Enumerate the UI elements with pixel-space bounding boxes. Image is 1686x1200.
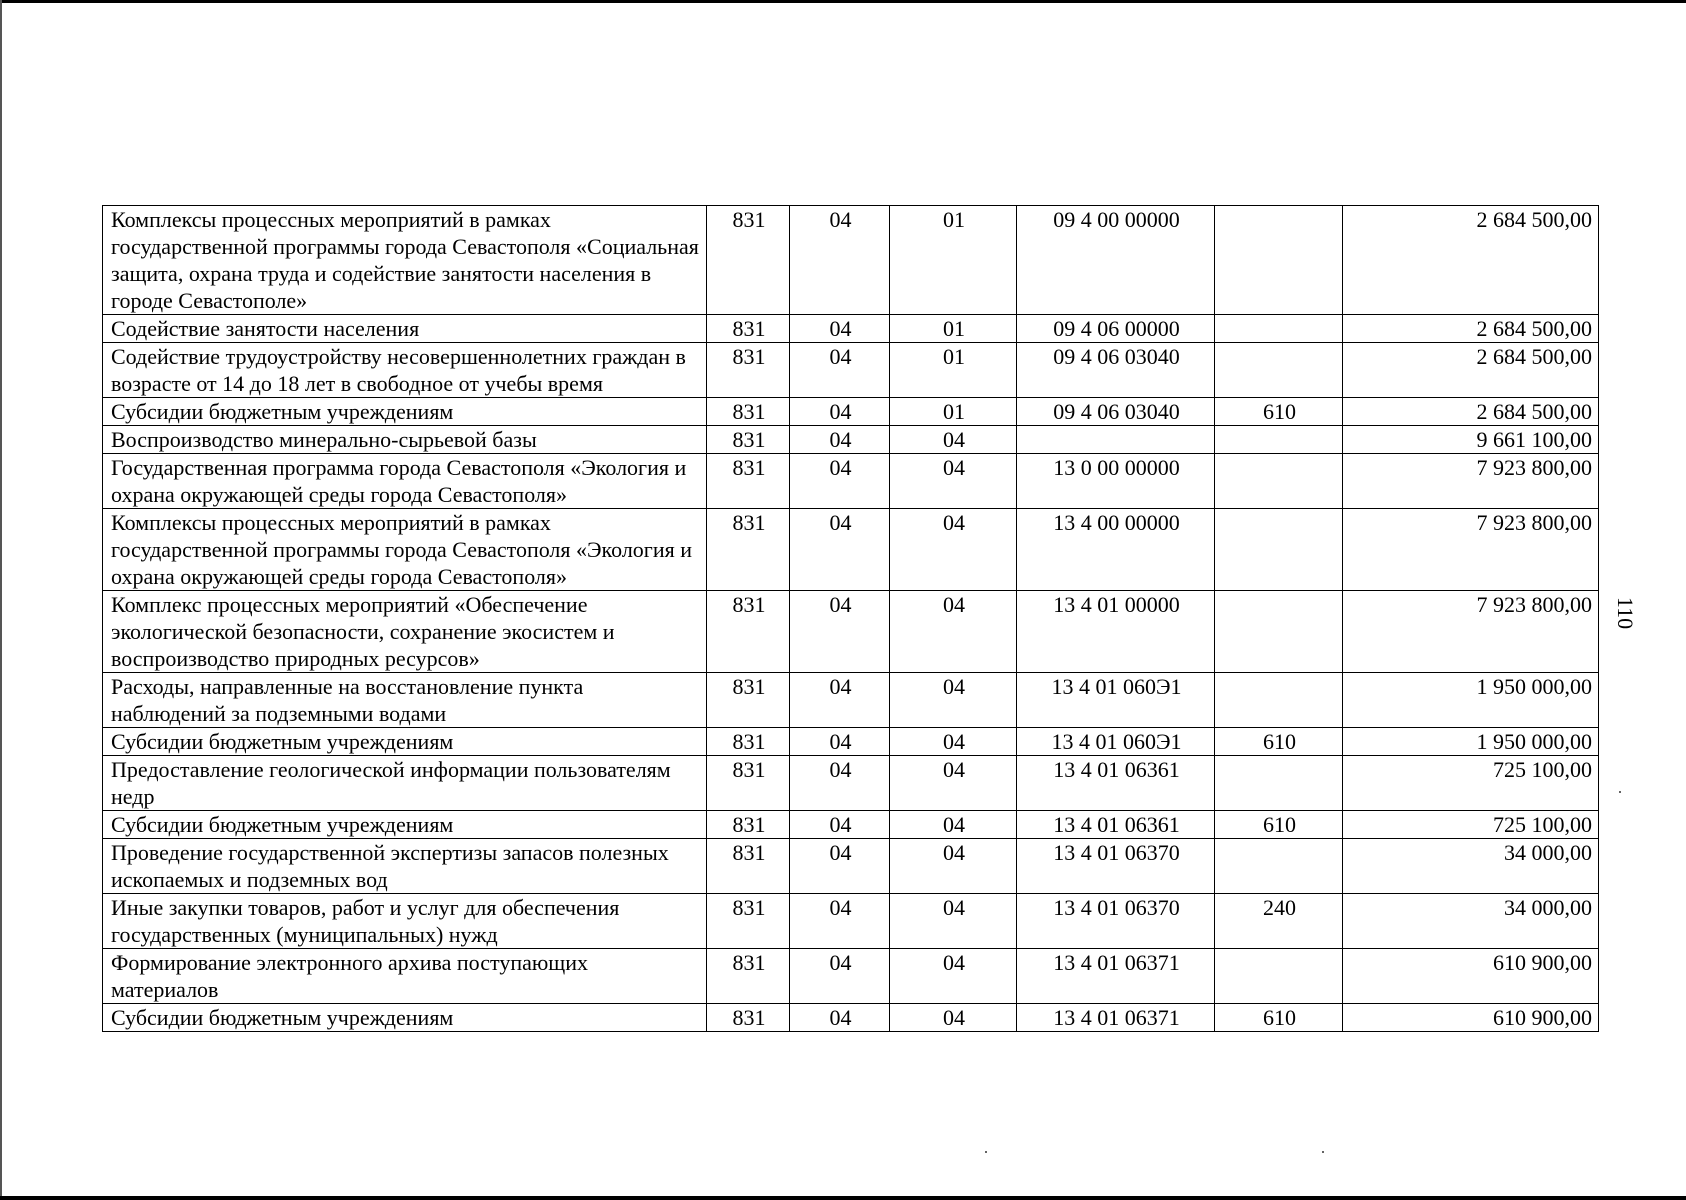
row-name: Формирование электронного архива поступающих материалов <box>103 949 707 1004</box>
expense-type <box>1215 426 1343 454</box>
ministry-code: 831 <box>707 591 790 673</box>
table-row <box>103 426 1599 454</box>
row-name: Субсидии бюджетным учреждениям <box>103 728 707 756</box>
amount: 2 684 500,00 <box>1343 315 1599 343</box>
subsection-code: 04 <box>890 426 1017 454</box>
subsection-code: 04 <box>890 1004 1017 1032</box>
table-row <box>103 756 1599 811</box>
row-name: Воспроизводство минерально-сырьевой базы <box>103 426 707 454</box>
ministry-code: 831 <box>707 315 790 343</box>
target-article: 09 4 06 00000 <box>1017 315 1215 343</box>
row-name: Государственная программа города Севастополя «Экология и охрана окружающей среды города Севастополя» <box>103 454 707 509</box>
amount: 1 950 000,00 <box>1343 673 1599 728</box>
subsection-code: 01 <box>890 315 1017 343</box>
amount: 1 950 000,00 <box>1343 728 1599 756</box>
row-name: Субсидии бюджетным учреждениям <box>103 1004 707 1032</box>
amount: 7 923 800,00 <box>1343 454 1599 509</box>
row-name: Расходы, направленные на восстановление пункта наблюдений за подземными водами <box>103 673 707 728</box>
table-row <box>103 811 1599 839</box>
subsection-code: 04 <box>890 673 1017 728</box>
subsection-code: 04 <box>890 591 1017 673</box>
amount: 9 661 100,00 <box>1343 426 1599 454</box>
ministry-code: 831 <box>707 1004 790 1032</box>
expense-type: 610 <box>1215 398 1343 426</box>
subsection-code: 04 <box>890 756 1017 811</box>
expense-type: 610 <box>1215 811 1343 839</box>
table-row <box>103 839 1599 894</box>
expense-type <box>1215 315 1343 343</box>
scan-speck <box>1322 1151 1324 1153</box>
amount: 34 000,00 <box>1343 839 1599 894</box>
ministry-code: 831 <box>707 509 790 591</box>
row-name: Субсидии бюджетным учреждениям <box>103 811 707 839</box>
table-row <box>103 509 1599 591</box>
ministry-code: 831 <box>707 728 790 756</box>
section-code: 04 <box>790 839 890 894</box>
ministry-code: 831 <box>707 894 790 949</box>
target-article: 13 4 00 00000 <box>1017 509 1215 591</box>
target-article: 13 4 01 06370 <box>1017 839 1215 894</box>
ministry-code: 831 <box>707 673 790 728</box>
section-code: 04 <box>790 1004 890 1032</box>
target-article: 09 4 00 00000 <box>1017 206 1215 315</box>
amount: 725 100,00 <box>1343 811 1599 839</box>
amount: 610 900,00 <box>1343 1004 1599 1032</box>
target-article <box>1017 426 1215 454</box>
section-code: 04 <box>790 894 890 949</box>
expense-type: 610 <box>1215 1004 1343 1032</box>
section-code: 04 <box>790 756 890 811</box>
row-name: Комплексы процессных мероприятий в рамках государственной программы города Севастополя «Экология и охрана окружающей среды города Севастополя» <box>103 509 707 591</box>
expense-type <box>1215 756 1343 811</box>
subsection-code: 04 <box>890 894 1017 949</box>
target-article: 09 4 06 03040 <box>1017 398 1215 426</box>
target-article: 13 4 01 06361 <box>1017 811 1215 839</box>
row-name: Предоставление геологической информации пользователям недр <box>103 756 707 811</box>
section-code: 04 <box>790 398 890 426</box>
target-article: 13 4 01 060Э1 <box>1017 673 1215 728</box>
expense-type <box>1215 591 1343 673</box>
table-row <box>103 343 1599 398</box>
target-article: 13 4 01 06371 <box>1017 949 1215 1004</box>
subsection-code: 04 <box>890 509 1017 591</box>
table-row <box>103 673 1599 728</box>
row-name: Комплексы процессных мероприятий в рамках государственной программы города Севастополя «Социальная защита, охрана труда и содействие занятости населения в городе Севастополе» <box>103 206 707 315</box>
amount: 2 684 500,00 <box>1343 398 1599 426</box>
table-row <box>103 728 1599 756</box>
subsection-code: 04 <box>890 454 1017 509</box>
subsection-code: 04 <box>890 811 1017 839</box>
amount: 725 100,00 <box>1343 756 1599 811</box>
subsection-code: 01 <box>890 206 1017 315</box>
amount: 610 900,00 <box>1343 949 1599 1004</box>
subsection-code: 01 <box>890 398 1017 426</box>
expense-type <box>1215 839 1343 894</box>
ministry-code: 831 <box>707 949 790 1004</box>
expense-type: 240 <box>1215 894 1343 949</box>
table-row <box>103 894 1599 949</box>
target-article: 13 4 01 00000 <box>1017 591 1215 673</box>
row-name: Субсидии бюджетным учреждениям <box>103 398 707 426</box>
subsection-code: 04 <box>890 728 1017 756</box>
section-code: 04 <box>790 315 890 343</box>
section-code: 04 <box>790 811 890 839</box>
row-name: Содействие трудоустройству несовершеннолетних граждан в возрасте от 14 до 18 лет в свободное от учебы время <box>103 343 707 398</box>
subsection-code: 04 <box>890 839 1017 894</box>
section-code: 04 <box>790 591 890 673</box>
target-article: 13 4 01 06371 <box>1017 1004 1215 1032</box>
section-code: 04 <box>790 206 890 315</box>
row-name: Иные закупки товаров, работ и услуг для обеспечения государственных (муниципальных) нужд <box>103 894 707 949</box>
scan-speck <box>985 1151 987 1153</box>
amount: 7 923 800,00 <box>1343 591 1599 673</box>
row-name: Проведение государственной экспертизы запасов полезных ископаемых и подземных вод <box>103 839 707 894</box>
target-article: 13 0 00 00000 <box>1017 454 1215 509</box>
ministry-code: 831 <box>707 811 790 839</box>
expense-type: 610 <box>1215 728 1343 756</box>
expense-type <box>1215 949 1343 1004</box>
scan-border-left <box>0 0 2 1200</box>
amount: 2 684 500,00 <box>1343 343 1599 398</box>
ministry-code: 831 <box>707 426 790 454</box>
expense-type <box>1215 206 1343 315</box>
table-row <box>103 206 1599 315</box>
subsection-code: 04 <box>890 949 1017 1004</box>
ministry-code: 831 <box>707 343 790 398</box>
target-article: 13 4 01 06370 <box>1017 894 1215 949</box>
page-number: 110 <box>1613 596 1638 630</box>
target-article: 09 4 06 03040 <box>1017 343 1215 398</box>
ministry-code: 831 <box>707 398 790 426</box>
table-row <box>103 1004 1599 1032</box>
section-code: 04 <box>790 343 890 398</box>
ministry-code: 831 <box>707 756 790 811</box>
target-article: 13 4 01 06361 <box>1017 756 1215 811</box>
amount: 34 000,00 <box>1343 894 1599 949</box>
target-article: 13 4 01 060Э1 <box>1017 728 1215 756</box>
table-row <box>103 315 1599 343</box>
table-row <box>103 949 1599 1004</box>
table-row <box>103 454 1599 509</box>
expense-type <box>1215 673 1343 728</box>
amount: 2 684 500,00 <box>1343 206 1599 315</box>
section-code: 04 <box>790 949 890 1004</box>
amount: 7 923 800,00 <box>1343 509 1599 591</box>
table-row <box>103 591 1599 673</box>
section-code: 04 <box>790 454 890 509</box>
scan-border-bottom <box>0 1196 1686 1200</box>
table-row <box>103 398 1599 426</box>
ministry-code: 831 <box>707 454 790 509</box>
section-code: 04 <box>790 673 890 728</box>
section-code: 04 <box>790 728 890 756</box>
row-name: Комплекс процессных мероприятий «Обеспечение экологической безопасности, сохранение экосистем и воспроизводство природных ресурсов» <box>103 591 707 673</box>
budget-table <box>102 205 1599 1032</box>
section-code: 04 <box>790 509 890 591</box>
scan-border-top <box>0 0 1686 3</box>
scan-speck <box>1619 791 1621 793</box>
row-name: Содействие занятости населения <box>103 315 707 343</box>
expense-type <box>1215 509 1343 591</box>
expense-type <box>1215 343 1343 398</box>
section-code: 04 <box>790 426 890 454</box>
subsection-code: 01 <box>890 343 1017 398</box>
budget-table-body <box>103 206 1599 1032</box>
expense-type <box>1215 454 1343 509</box>
ministry-code: 831 <box>707 206 790 315</box>
ministry-code: 831 <box>707 839 790 894</box>
